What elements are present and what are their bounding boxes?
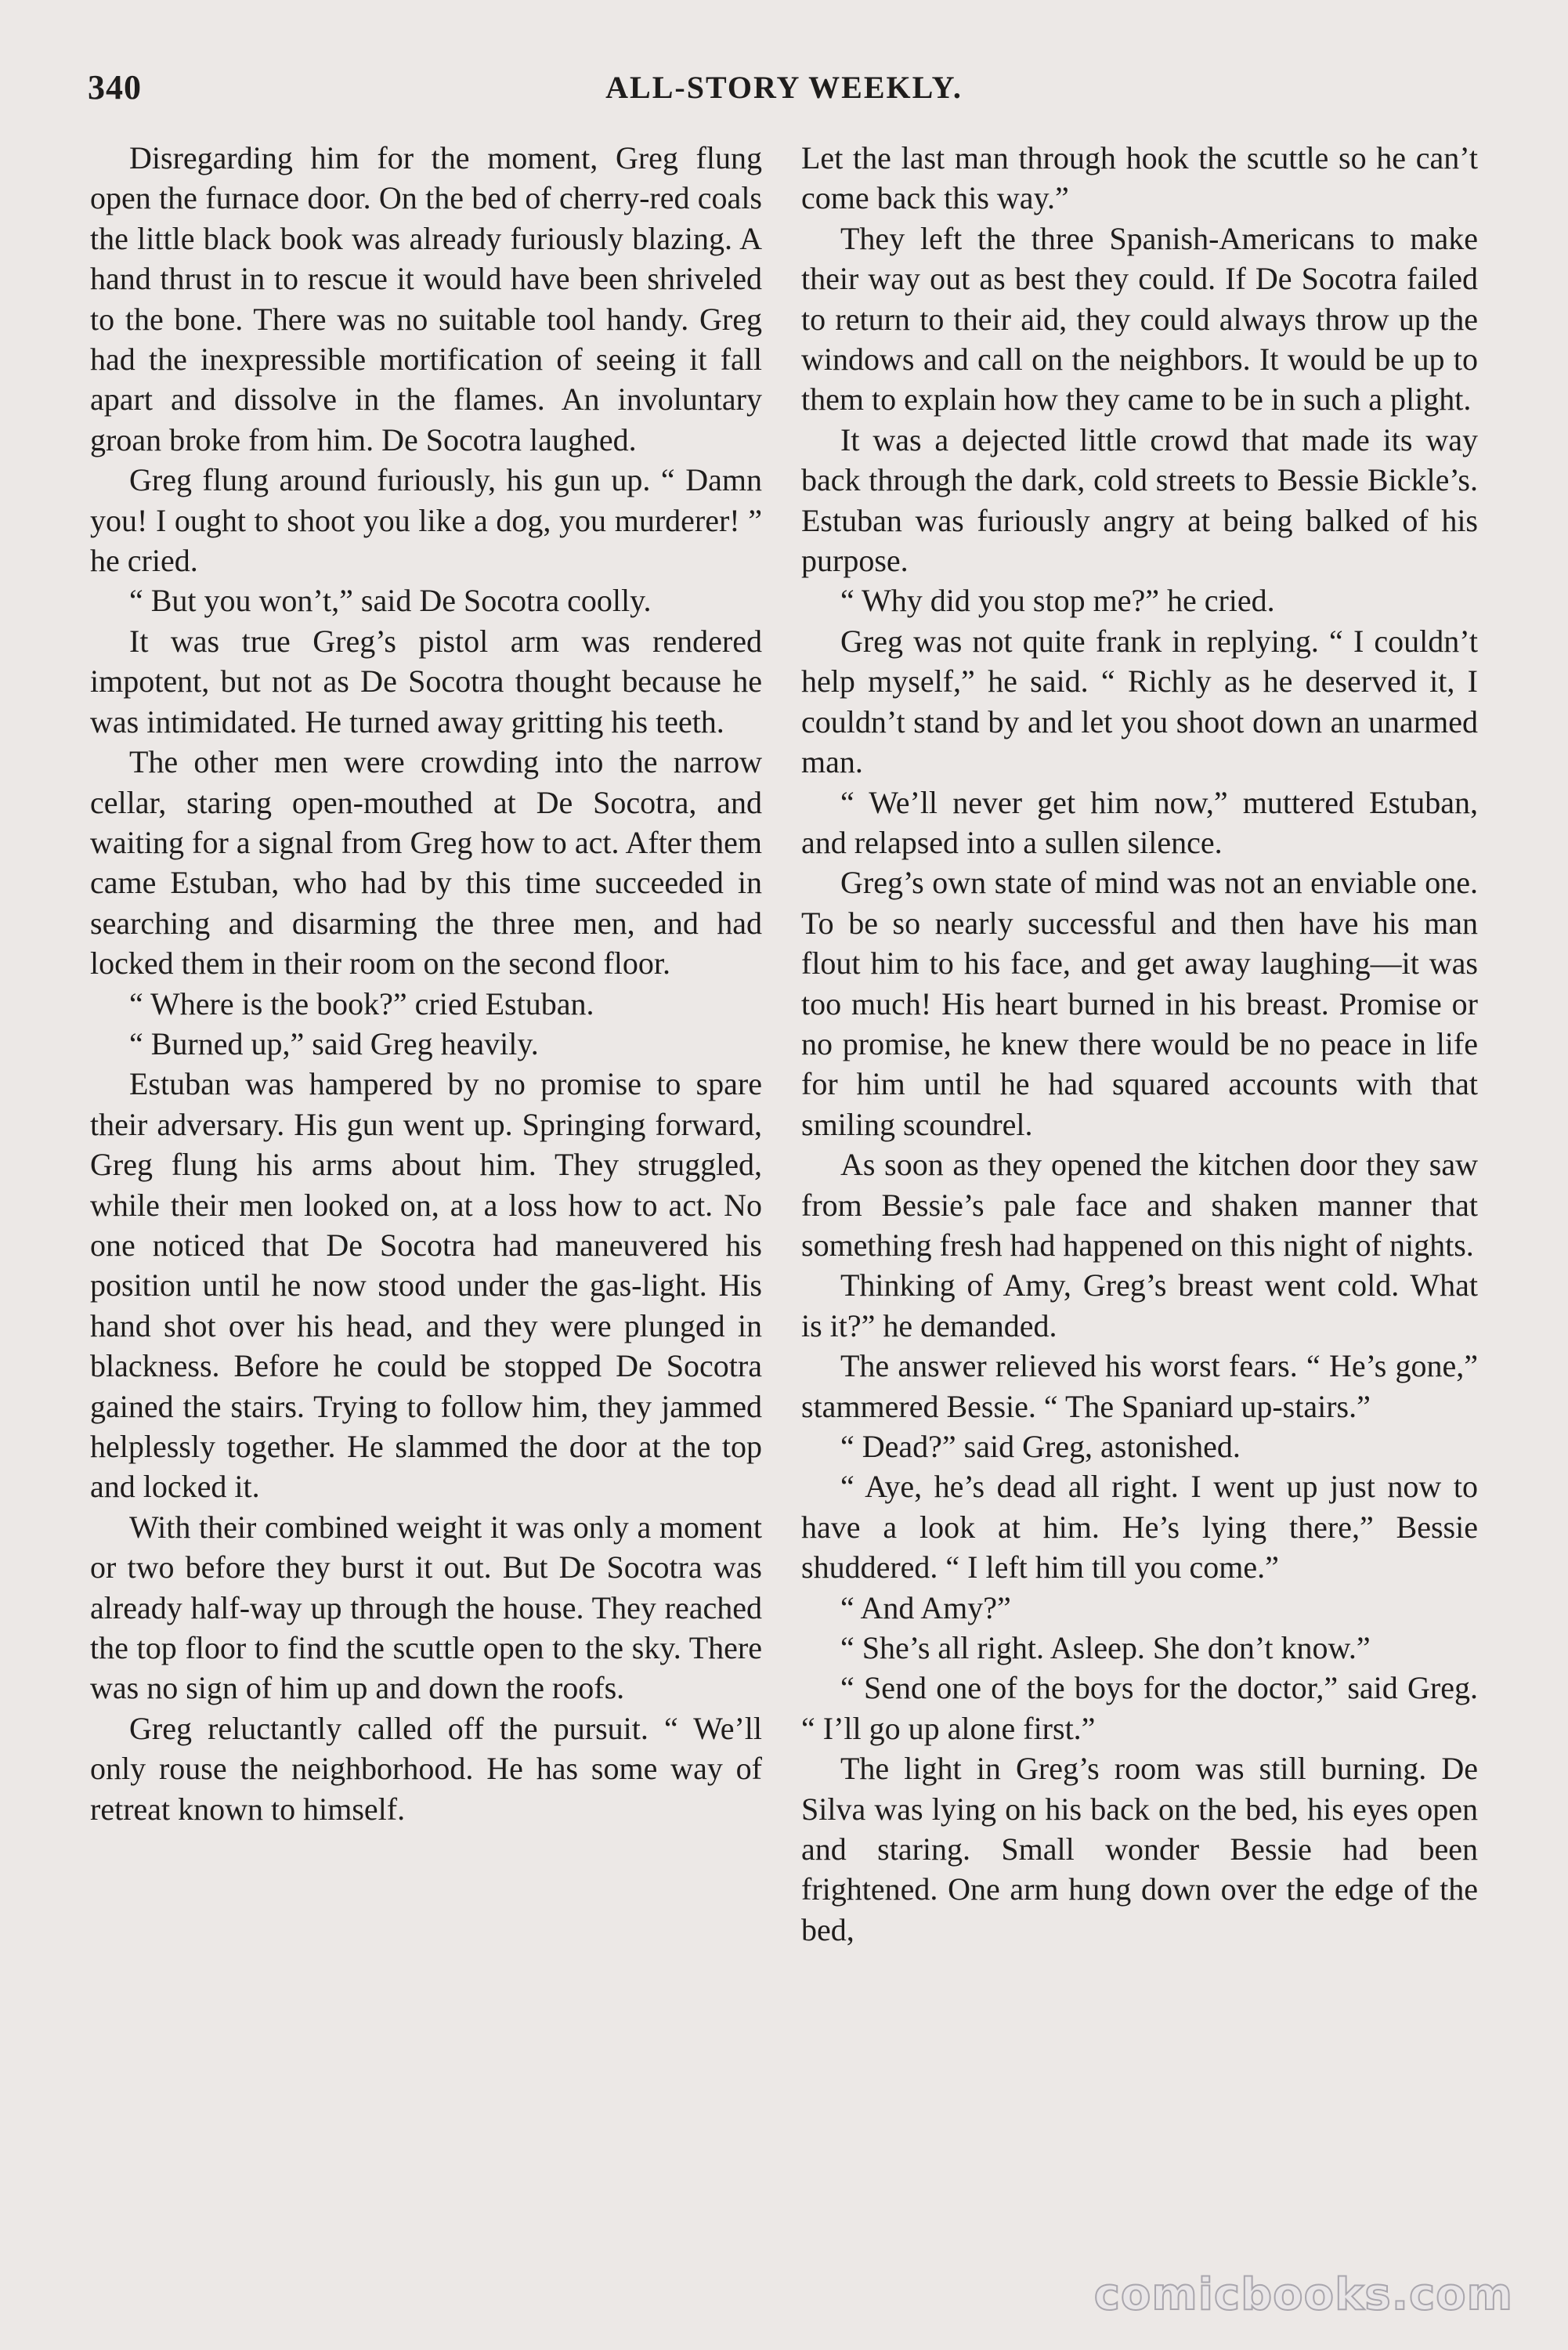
right-column — [801, 138, 1478, 1950]
paragraph: The light in Greg’s room was still burning. De Silva was lying on his back on the bed, his eyes open and staring. Small wonder Bessie had been frightened. One arm hung down over the edge of the bed, — [801, 1751, 1478, 1947]
paragraph: The answer relieved his worst fears. “ He’s gone,” stammered Bessie. “ The Spaniard up-stairs.” — [801, 1348, 1478, 1424]
paragraph: “ Dead?” said Greg, astonished. — [840, 1429, 1241, 1464]
watermark: comicbooks.com — [1093, 2269, 1513, 2320]
running-title: ALL-STORY WEEKLY. — [605, 70, 963, 105]
paragraph: “ We’ll never get him now,” muttered Estuban, and relapsed into a sullen silence. — [801, 784, 1478, 860]
paragraph: Estuban was hampered by no promise to spare their adversary. His gun went up. Springing forward, Greg flung his arms about him. They struggled, while their men looked on, at a loss how to act. No one noticed that De Socotra had maneuvered his position until he now stood under the gas-light. His hand shot over his head, and they were plunged in blackness. Before he could be stopped De Socotra gained the stairs. Trying to follow him, they jammed helplessly together. He slammed the door at the top and locked it. — [90, 1066, 762, 1505]
paragraph: Thinking of Amy, Greg’s breast went cold. What is it?” he demanded. — [801, 1267, 1478, 1343]
paragraph: They left the three Spanish-Americans to make their way out as best they could. If De Socotra failed to return to their aid, they could always throw up the windows and call on the neighbors. It would be up to them to explain how they came to be in such a plight. — [801, 220, 1478, 418]
paragraph: The other men were crowding into the narrow cellar, staring open-mouthed at De Socotra, and waiting for a signal from Greg how to act. After them came Estuban, who had by this time succeeded in searching and disarming the three men, and had locked them in their room on the second floor. — [90, 744, 762, 982]
paragraph: Greg reluctantly called off the pursuit. “ We’ll only rouse the neighborhood. He has some way of retreat known to himself. — [90, 1710, 762, 1827]
page-number: 340 — [88, 68, 142, 107]
left-column — [90, 138, 762, 1829]
paragraph: “ Why did you stop me?” he cried. — [840, 583, 1275, 619]
paragraph: “ But you won’t,” said De Socotra coolly. — [129, 583, 652, 619]
paragraph: “ Burned up,” said Greg heavily. — [129, 1025, 539, 1061]
paragraph: It was true Greg’s pistol arm was rendered impotent, but not as De Socotra thought because he was intimidated. He turned away gritting his teeth. — [90, 623, 762, 739]
paragraph: Disregarding him for the moment, Greg flung open the furnace door. On the bed of cherry-red coals the little black book was already furiously blazing. A hand thrust in to rescue it would have been shriveled to the bone. There was no suitable tool handy. Greg had the inexpressible mortification of seeing it fall apart and dissolve in the flames. An involuntary groan broke from him. De Socotra laughed. — [90, 140, 762, 457]
paragraph: “ She’s all right. Asleep. She don’t know.” — [840, 1630, 1371, 1666]
paragraph: “ Where is the book?” cried Estuban. — [129, 985, 594, 1021]
paragraph: “ And Amy?” — [840, 1589, 1011, 1625]
paragraph: As soon as they opened the kitchen door they saw from Bessie’s pale face and shaken manner that something fresh had happened on this night of nights. — [801, 1147, 1478, 1263]
paragraph: It was a dejected little crowd that made its way back through the dark, cold streets to Bessie Bickle’s. Estuban was furiously angry at being balked of his purpose. — [801, 421, 1478, 579]
paragraph: Greg was not quite frank in replying. “ I couldn’t help myself,” he said. “ Richly as he deserved it, I couldn’t stand by and let you shoot down an unarmed man. — [801, 623, 1478, 780]
paragraph: “ Send one of the boys for the doctor,” said Greg. “ I’ll go up alone first.” — [801, 1670, 1478, 1746]
paragraph: With their combined weight it was only a moment or two before they burst it out. But De Socotra was already half-way up through the house. They reached the top floor to find the scuttle open to the sky. There was no sign of him up and down the roofs. — [90, 1509, 762, 1706]
paragraph: Greg’s own state of mind was not an enviable one. To be so nearly successful and then have his man flout him to his face, and get away laughing—it was too much! His heart burned in his breast. Promise or no promise, he knew there would be no peace in life for him until he had squared accounts with that smiling scoundrel. — [801, 865, 1478, 1142]
paragraph: Greg flung around furiously, his gun up. “ Damn you! I ought to shoot you like a dog, you murderer! ” he cried. — [90, 462, 762, 579]
paragraph-continuation: Let the last man through hook the scuttle so he can’t come back this way.” — [801, 140, 1478, 216]
paragraph: “ Aye, he’s dead all right. I went up just now to have a look at him. He’s lying there,” Bessie shuddered. “ I left him till you come.” — [801, 1469, 1478, 1585]
